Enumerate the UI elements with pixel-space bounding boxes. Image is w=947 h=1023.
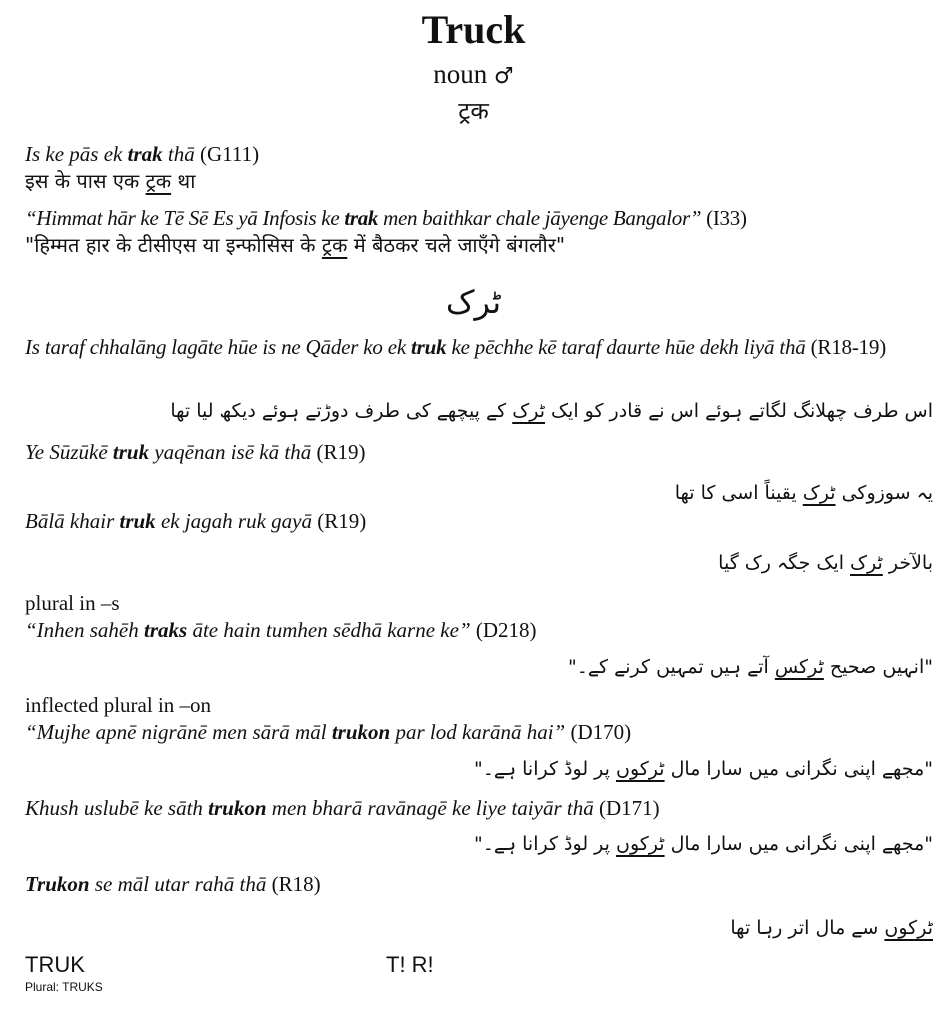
keyword: trak [344, 206, 379, 230]
male-sign-icon: ♂ [494, 64, 514, 89]
translit-text: men baithkar chale jāyenge Bangalor” [378, 206, 702, 230]
inflected-example-2-native [474, 831, 933, 857]
translit-text: par lod karānā hai” [390, 720, 566, 744]
native-text: اس طرف چھلانگ لگاتے ہوئے اس نے قادر کو ایک [545, 400, 933, 422]
translit-text: Ye Sūzūkē [25, 440, 113, 464]
native-text: "انہیں صحیح [823, 656, 933, 678]
translit-text: “Inhen sahēh [25, 618, 144, 642]
source-ref: (R19) [317, 509, 367, 533]
part-of-speech: noun [433, 59, 488, 89]
source-ref: (R18) [271, 872, 321, 896]
keyword: truk [411, 335, 447, 359]
translit-text: Bālā khair [25, 509, 120, 533]
urdu-example-3-native [718, 550, 933, 576]
plural-label: plural in –s [25, 591, 120, 615]
translit-text: Is ke pās ek [25, 142, 128, 166]
keyword-underlined: ट्रक [321, 233, 348, 257]
source-ref: (I33) [706, 206, 747, 230]
translit-text: thā [162, 142, 195, 166]
translit-text: “Mujhe apnē nigrānē men sārā māl [25, 720, 332, 744]
footer-plural-note: Plural: TRUKS [25, 980, 103, 994]
plural-example-translit [25, 617, 537, 643]
native-text: کے پیچھے کی طرف دوڑتے ہوئے دیکھ لیا تھا [170, 400, 513, 422]
native-text: یقیناً اسی کا تھا [674, 482, 803, 504]
part-of-speech-line [0, 58, 947, 93]
translit-text: ek jagah ruk gayā [155, 509, 312, 533]
urdu-example-2-translit [25, 439, 365, 465]
native-text: था [171, 169, 196, 193]
plural-example-native [568, 654, 933, 680]
keyword: trukon [331, 720, 391, 744]
source-ref: (D170) [570, 720, 632, 744]
keyword-underlined: ٹرکوں [884, 917, 933, 939]
native-text: इस के पास एक [25, 169, 146, 193]
native-text: بالآخر [882, 552, 933, 574]
native-text: پر لوڈ کرانا ہے۔" [473, 833, 616, 855]
keyword: truk [112, 440, 150, 464]
inflected-example-3-translit [25, 871, 321, 897]
keyword-underlined: ٹرکس [774, 656, 824, 678]
urdu-example-2-native [675, 480, 933, 506]
translit-text: āte hain tumhen sēdhā karne ke” [187, 618, 471, 642]
source-ref: (D171) [598, 796, 660, 820]
native-text: "हिम्मत हार के टीसीएस या इन्फोसिस के [25, 233, 322, 257]
keyword-underlined: ٹرکوں [615, 833, 665, 855]
inflected-example-2-translit [25, 795, 660, 821]
translit-text: se māl utar rahā thā [89, 872, 267, 896]
keyword: truk [119, 509, 156, 533]
translit-text: Is taraf chhalāng lagāte hūe is ne Qāder ko ek [25, 335, 412, 359]
native-text: "مجھے اپنی نگرانی میں سارا مال [664, 833, 933, 855]
urdu-example-1-native [170, 398, 933, 424]
native-text: سے مال اتر رہا تھا [730, 917, 885, 939]
keyword-underlined: ٹرکوں [615, 758, 665, 780]
native-text: پر لوڈ کرانا ہے۔" [473, 758, 616, 780]
inflected-example-1-native [474, 756, 933, 782]
native-text: ایک جگہ رک گیا [718, 552, 851, 574]
inflected-example-1-translit [25, 719, 631, 745]
native-text: "مجھے اپنی نگرانی میں سارا مال [664, 758, 933, 780]
urdu-example-1-translit [25, 334, 935, 360]
keyword-underlined: ٹرک [850, 552, 883, 574]
footer-code: TRUK [25, 952, 85, 977]
keyword: traks [144, 618, 188, 642]
source-ref: (R18-19) [810, 335, 887, 359]
keyword: trukon [208, 796, 267, 820]
keyword-underlined: ٹرک [802, 482, 836, 504]
translit-text: Khush uslubē ke sāth [25, 796, 209, 820]
translit-text: “Himmat hār ke Tē Sē Es yā Infosis ke [25, 206, 345, 230]
urdu-example-3-translit [25, 508, 366, 534]
hindi-example-1-native [25, 168, 195, 194]
inflected-plural-label: inflected plural in –on [25, 693, 212, 717]
urdu-headword: ٹرک [445, 283, 502, 321]
hindi-example-2-native [25, 232, 565, 258]
inflected-example-3-native [730, 915, 933, 941]
native-text: یہ سوزوکی [835, 482, 933, 504]
hindi-example-2-translit [25, 205, 747, 231]
hindi-example-1-translit [25, 141, 259, 167]
keyword: trak [127, 142, 163, 166]
keyword-underlined: ट्रक [145, 169, 172, 193]
translit-text: yaqēnan isē kā thā [149, 440, 312, 464]
source-ref: (D218) [475, 618, 537, 642]
source-ref: (G111) [199, 142, 260, 166]
native-text: آتے ہیں تمہیں کرنے کے۔" [567, 656, 775, 678]
keyword: Trukon [25, 872, 90, 896]
hindi-headword: ट्रक [458, 97, 489, 125]
footer-pattern: T! R! [386, 952, 434, 977]
translit-text: men bharā ravānagē ke liye taiyār thā [266, 796, 594, 820]
source-ref: (R19) [316, 440, 366, 464]
native-text: में बैठकर चले जाएँगे बंगलौर" [347, 233, 566, 257]
keyword-underlined: ٹرک [512, 400, 545, 422]
translit-text: ke pēchhe kē taraf daurte hūe dekh liyā thā [446, 335, 806, 359]
headword: Truck [421, 7, 526, 52]
